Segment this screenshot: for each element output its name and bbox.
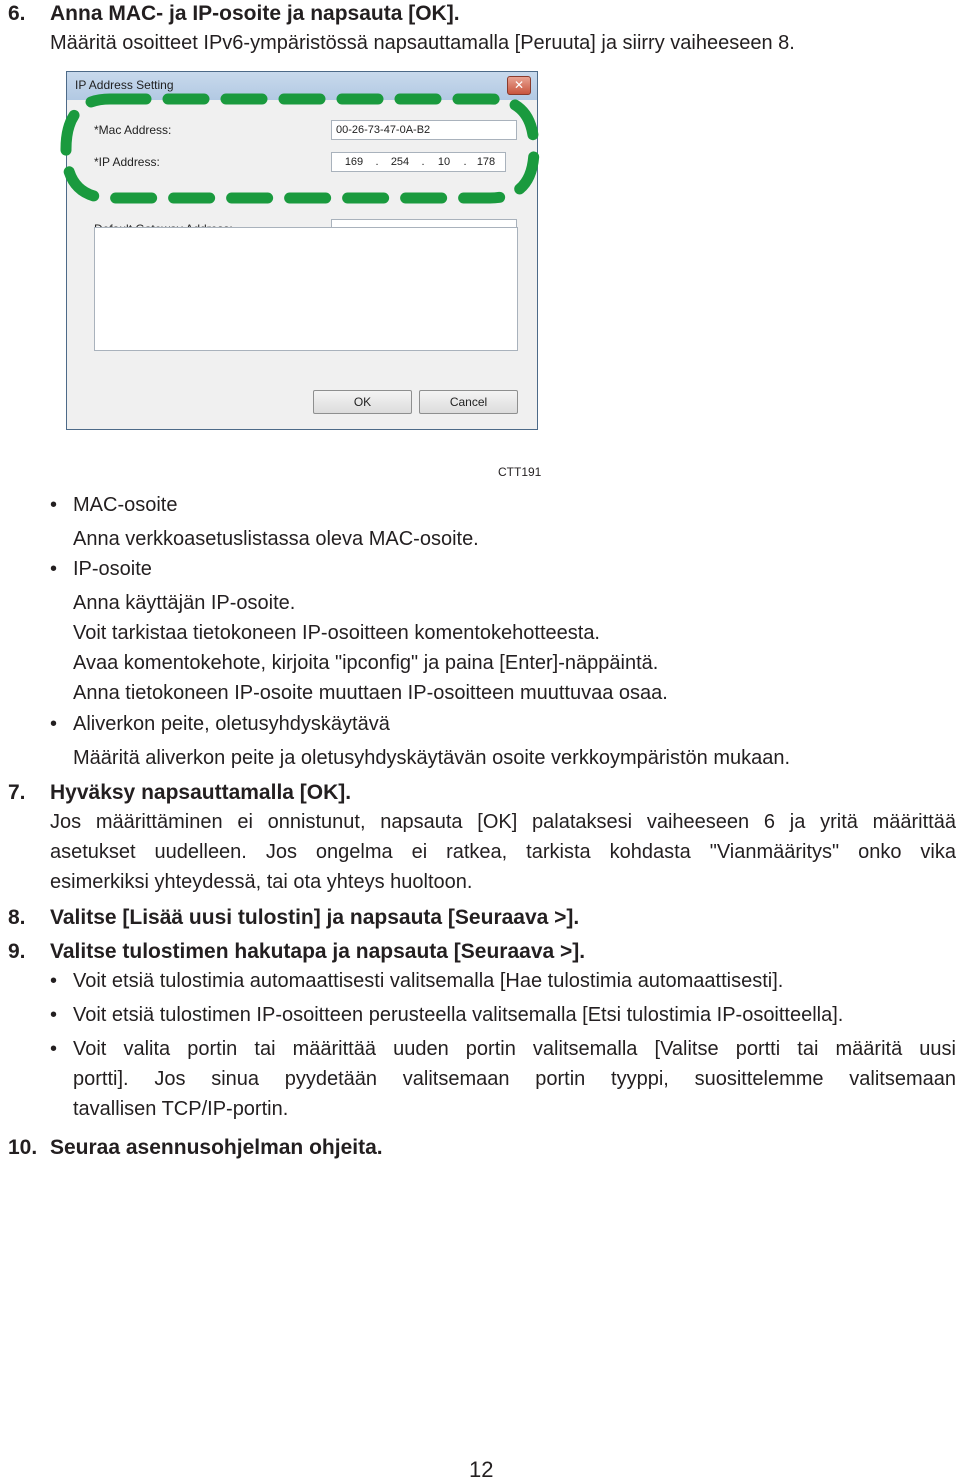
page-number: 12	[469, 1457, 494, 1482]
ip-octet-4: 178	[476, 156, 496, 168]
bullet-marker: •	[50, 713, 58, 735]
step-8-title: Valitse [Lisää uusi tulostin] ja napsauta [Seuraava >].	[50, 906, 580, 929]
close-icon[interactable]: ✕	[507, 76, 531, 95]
bullet-mac-text: Anna verkkoasetuslistassa oleva MAC-osoite.	[73, 528, 479, 550]
ip-address-label: *IP Address:	[94, 155, 160, 169]
ip-octet-1: 169	[344, 156, 364, 168]
step-7-line: esimerkiksi yhteydessä, tai ota yhteys huoltoon.	[50, 871, 473, 893]
step-10-number: 10.	[8, 1136, 38, 1159]
ok-button[interactable]: OK	[313, 390, 412, 414]
bullet-subnet-text: Määritä aliverkon peite ja oletusyhdyskäytävän osoite verkkoympäristön mukaan.	[73, 747, 791, 769]
bullet-mac-title: MAC-osoite	[73, 494, 178, 516]
mac-address-field[interactable]: 00-26-73-47-0A-B2	[331, 120, 517, 140]
cancel-button[interactable]: Cancel	[419, 390, 518, 414]
step-8-number: 8.	[8, 906, 26, 929]
ip-address-field[interactable]: 169 . 254 . 10 . 178	[331, 152, 506, 172]
info-text-area[interactable]	[94, 227, 518, 351]
bullet-ip-line: Anna tietokoneen IP-osoite muuttaen IP-osoitteen muuttuvaa osaa.	[73, 682, 668, 704]
bullet-marker: •	[50, 970, 58, 992]
dialog-title: IP Address Setting	[75, 78, 174, 92]
bullet-ip-title: IP-osoite	[73, 558, 152, 580]
step-10-title: Seuraa asennusohjelman ohjeita.	[50, 1136, 383, 1159]
mac-address-label: *Mac Address:	[94, 123, 172, 137]
bullet-marker: •	[50, 1004, 58, 1026]
highlight-outline	[60, 90, 546, 212]
step-9-title: Valitse tulostimen hakutapa ja napsauta [Seuraava >].	[50, 940, 586, 963]
ip-octet-2: 254	[390, 156, 410, 168]
bullet-marker: •	[50, 494, 58, 516]
step-9-number: 9.	[8, 940, 26, 963]
bullet-ip-line: Anna käyttäjän IP-osoite.	[73, 592, 296, 614]
bullet-ip-line: Avaa komentokehote, kirjoita "ipconfig" ja paina [Enter]-näppäintä.	[73, 652, 659, 674]
step-9-bullet: Voit etsiä tulostimen IP-osoitteen perusteella valitsemalla [Etsi tulostimia IP-osoitteella].	[73, 1004, 844, 1026]
step-7-line: asetukset uudelleen. Jos ongelma ei ratkea, tarkista kohdasta "Vianmääritys" onko vika	[50, 841, 956, 863]
step-7-line: Jos määrittäminen ei onnistunut, napsauta [OK] palataksesi vaiheeseen 6 ja yritä määrittää	[50, 811, 956, 833]
bullet-ip-line: Voit tarkistaa tietokoneen IP-osoitteen komentokehotteesta.	[73, 622, 600, 644]
step-7-title: Hyväksy napsauttamalla [OK].	[50, 781, 352, 804]
step-6-title: Anna MAC- ja IP-osoite ja napsauta [OK].	[50, 2, 460, 25]
step-9-bullet-line: Voit valita portin tai määrittää uuden portin valitsemalla [Valitse portti tai määritä uusi	[73, 1038, 956, 1060]
step-6-note: Määritä osoitteet IPv6-ympäristössä napsauttamalla [Peruuta] ja siirry vaiheeseen 8.	[50, 32, 795, 54]
ip-octet-3: 10	[437, 156, 451, 168]
step-9-bullet-line: tavallisen TCP/IP-portin.	[73, 1098, 289, 1120]
step-6-number: 6.	[8, 2, 26, 25]
bullet-marker: •	[50, 1038, 58, 1060]
bullet-marker: •	[50, 558, 58, 580]
step-7-number: 7.	[8, 781, 26, 804]
figure-code: CTT191	[498, 465, 542, 479]
bullet-subnet-title: Aliverkon peite, oletusyhdyskäytävä	[73, 713, 390, 735]
step-9-bullet: Voit etsiä tulostimia automaattisesti valitsemalla [Hae tulostimia automaattisesti].	[73, 970, 784, 992]
step-9-bullet-line: portti]. Jos sinua pyydetään valitsemaan portin tyyppi, suosittelemme valitsemaan	[73, 1068, 956, 1090]
